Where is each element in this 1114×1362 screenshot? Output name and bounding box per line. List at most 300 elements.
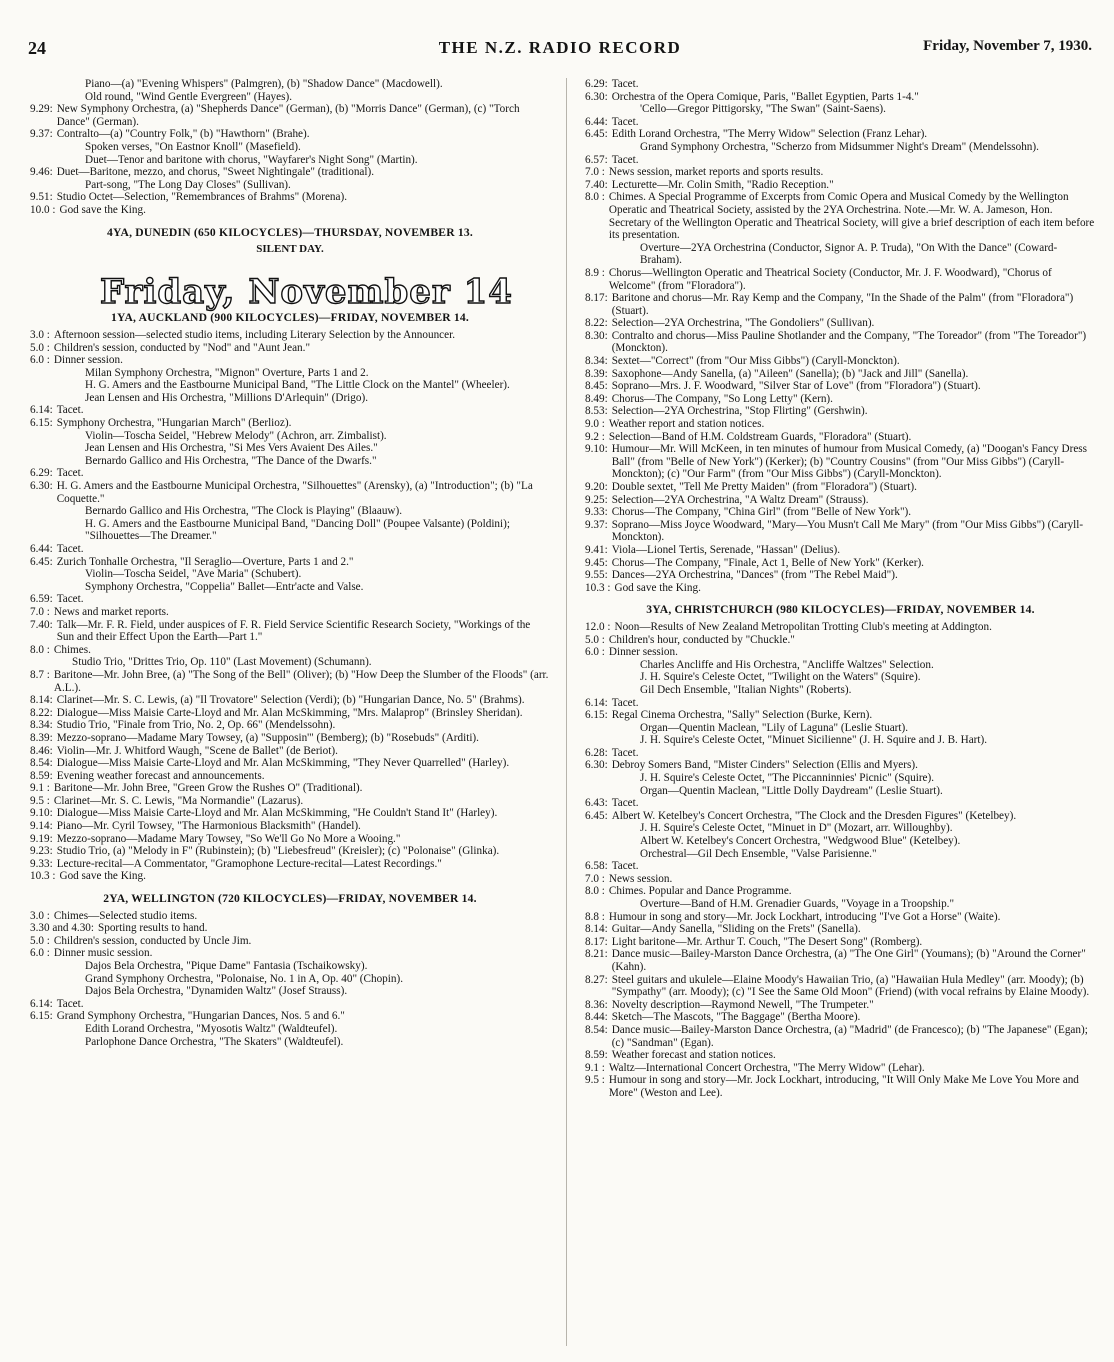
entry-time: 9.5 : — [30, 794, 50, 807]
program-sub-item: J. H. Squire's Celeste Octet, "Minuet Sicilienne" (J. H. Squire and J. B. Hart). — [640, 734, 988, 747]
program-sub-item: Symphony Orchestra, "Coppelia" Ballet—Entr'acte and Valse. — [85, 580, 364, 593]
entry-time: 9.29: — [30, 103, 53, 116]
entry-time: 9.55: — [585, 569, 608, 582]
entry-text: Children's session, conducted by "Nod" and "Aunt Jean." — [53, 341, 311, 354]
entry-time: 5.0 : — [30, 341, 50, 354]
program-entry — [585, 999, 1096, 1012]
program-sub-item: Albert W. Ketelbey's Concert Orchestra, "Wedgwood Blue" (Ketelbey). — [640, 835, 961, 848]
entry-time: 10.3 : — [30, 870, 56, 883]
entry-text: Mezzo-soprano—Madame Mary Towsey, (a) "Supposin'" (Bemberg); (b) "Rosebuds" (Arditi). — [56, 731, 479, 744]
entry-text: God save the King. — [59, 203, 146, 216]
program-sub-item: J. H. Squire's Celeste Octet, "Twilight on the Waters" (Squire). — [640, 671, 921, 684]
program-entry — [585, 519, 1096, 544]
entry-text: Baritone—Mr. John Bree, "Green Grow the Rushes O" (Traditional). — [53, 782, 363, 795]
entry-text: Dance music—Bailey-Marston Dance Orchestra, (a) "The One Girl" (Youmans); (b) "Around the Corner" (Kahn). — [611, 948, 1086, 973]
program-entry — [30, 947, 550, 960]
entry-text: Talk—Mr. F. R. Field, under auspices of F. R. Field Service Scientific Research Society, "Workings of the Sun and their Effect Upon the Earth—Part 1." — [56, 618, 531, 644]
program-entry — [30, 910, 550, 923]
entry-text: Studio Octet—Selection, "Remembrances of Brahms" (Morena). — [56, 191, 347, 204]
entry-time: 6.43: — [585, 797, 608, 810]
program-entry — [30, 745, 550, 758]
entry-time: 8.8 : — [585, 910, 605, 923]
program-entry — [585, 393, 1096, 406]
issue-date: Friday, November 7, 1930. — [923, 38, 1092, 54]
program-entry — [585, 191, 1096, 241]
entry-time: 8.9 : — [585, 266, 605, 279]
program-entry — [30, 669, 550, 694]
program-entry — [30, 732, 550, 745]
program-entry — [585, 860, 1096, 873]
program-entry — [30, 719, 550, 732]
program-entry — [585, 797, 1096, 810]
entry-time: 6.14: — [585, 696, 608, 709]
entry-text: Symphony Orchestra, "Hungarian March" (Berlioz). — [56, 417, 292, 430]
entry-text: Sporting results to hand. — [98, 922, 208, 935]
entry-text: Dinner music session. — [53, 947, 153, 960]
program-sub-item: Bernardo Gallico and His Orchestra, "The Clock is Playing" (Blaauw). — [85, 505, 403, 518]
program-entry — [30, 795, 550, 808]
program-sub-item: Piano—(a) "Evening Whispers" (Palmgren), (b) "Shadow Dance" (Macdowell). — [85, 78, 443, 90]
entry-time: 9.1 : — [585, 1061, 605, 1074]
entry-text: Steel guitars and ukulele—Elaine Moody's Hawaiian Trio, (a) "Hawaiian Hula Medley" (arr. Moody); (b) "Sympathy" (arr. Moody); (c) "I See the Same Old Moon" (Friend) (with vocal refrains by Elaine Moody). — [611, 973, 1090, 999]
program-entry — [30, 480, 550, 505]
entry-time: 8.21: — [585, 948, 608, 961]
entry-time: 8.14: — [30, 694, 53, 707]
entry-text: Chimes—Selected studio items. — [53, 909, 198, 922]
entry-text: News session, market reports and sports results. — [608, 166, 824, 179]
entry-time: 9.10: — [585, 443, 608, 456]
program-entry — [30, 166, 550, 179]
entry-text: News and market reports. — [53, 605, 169, 618]
entry-text: Lecture-recital—A Commentator, "Gramophone Lecture-recital—Latest Recordings." — [56, 857, 442, 870]
entry-text: Selection—2YA Orchestrina, "A Waltz Dream" (Strauss). — [611, 493, 869, 506]
program-entry — [585, 1062, 1096, 1075]
entry-time: 9.37: — [585, 518, 608, 531]
entry-time: 9.20: — [585, 481, 608, 493]
entry-time: 9.33: — [585, 506, 608, 519]
entry-text: Chimes. Popular and Dance Programme. — [608, 885, 792, 898]
entry-text: Contralto and chorus—Miss Pauline Shotlander and the Company, "The Toreador" (from "The Toreador") (Monckton). — [611, 329, 1087, 355]
entry-time: 7.0 : — [30, 605, 50, 618]
entry-time: 9.23: — [30, 845, 53, 858]
program-entry — [30, 543, 550, 556]
program-entry — [585, 1011, 1096, 1024]
program-sub-item: Spoken verses, "On Eastnor Knoll" (Masefield). — [85, 140, 301, 153]
entry-time: 8.27: — [585, 973, 608, 986]
program-sub-item: Jean Lensen and His Orchestra, "Millions D'Arlequin" (Drigo). — [85, 391, 369, 404]
program-entry — [30, 644, 550, 657]
entry-text: Studio Trio, (a) "Melody in F" (Rubinstein); (b) "Liebesfreud" (Kreisler); (c) "Polonaise" (Glinka). — [56, 845, 500, 858]
entry-time: 6.30: — [30, 480, 53, 493]
program-entry — [585, 431, 1096, 444]
program-sub-item: Edith Lorand Orchestra, "Myosotis Waltz" (Waldteufel). — [85, 1022, 338, 1035]
entry-text: Chorus—The Company, "So Long Letty" (Kern). — [611, 392, 833, 405]
entry-text: Children's session, conducted by Uncle Jim. — [53, 934, 252, 947]
entry-text: Zurich Tonhalle Orchestra, "Il Seraglio—Overture, Parts 1 and 2." — [56, 555, 354, 568]
entry-time: 8.17: — [585, 935, 608, 948]
entry-text: Novelty description—Raymond Newell, "The Trumpeter." — [611, 998, 874, 1011]
entry-time: 8.0 : — [585, 191, 605, 204]
entry-text: Tacet. — [611, 696, 639, 709]
entry-time: 6.45: — [30, 555, 53, 568]
program-sub-item: 'Cello—Gregor Pittigorsky, "The Swan" (Saint-Saens). — [640, 103, 886, 116]
left-column — [30, 78, 550, 1048]
program-entry — [585, 911, 1096, 924]
entry-text: Duet—Baritone, mezzo, and chorus, "Sweet Nightingale" (traditional). — [56, 166, 375, 179]
entry-text: Weather forecast and station notices. — [611, 1049, 776, 1062]
program-sub-item: H. G. Amers and the Eastbourne Municipal Band, "Dancing Doll" (Poupee Valsante) (Poldini); "Silhouettes—The Dreamer." — [85, 517, 510, 543]
program-entry — [585, 494, 1096, 507]
program-entry — [585, 873, 1096, 886]
silent-day-note: SILENT DAY. — [256, 243, 324, 256]
program-entry — [30, 619, 550, 644]
entry-time: 6.59: — [30, 593, 53, 606]
entry-text: Light baritone—Mr. Arthur T. Couch, "The Desert Song" (Romberg). — [611, 935, 923, 948]
program-sub-item: Dajos Bela Orchestra, "Pique Dame" Fantasia (Tschaikowsky). — [85, 960, 368, 972]
program-sub-item: Parlophone Dance Orchestra, "The Skaters" (Waldteufel). — [85, 1035, 344, 1048]
entry-time: 9.46: — [30, 166, 53, 179]
entry-text: News session. — [608, 872, 673, 885]
right-column — [585, 78, 1096, 1100]
entry-text: Mezzo-soprano—Madame Mary Towsey, "So We'll Go No More a Wooing." — [56, 832, 401, 845]
entry-time: 9.51: — [30, 191, 53, 204]
entry-time: 7.0 : — [585, 872, 605, 885]
entry-time: 6.30: — [585, 759, 608, 772]
program-entry — [585, 128, 1096, 141]
entry-text: Soprano—Mrs. J. F. Woodward, "Silver Star of Love" (from "Floradora") (Stuart). — [611, 380, 981, 393]
program-entry — [585, 974, 1096, 999]
entry-text: Clarinet—Mr. S. C. Lewis, "Ma Normandie" (Lazarus). — [53, 794, 304, 807]
program-entry — [585, 569, 1096, 582]
entry-time: 6.15: — [30, 1010, 53, 1023]
entry-time: 6.45: — [585, 128, 608, 141]
entry-text: Tacet. — [611, 797, 639, 810]
day-heading: Friday, November 14 — [100, 271, 513, 312]
entry-time: 12.0 : — [585, 620, 611, 633]
program-entry — [30, 103, 550, 128]
entry-text: Tacet. — [56, 997, 84, 1010]
entry-time: 9.41: — [585, 543, 608, 556]
entry-time: 5.0 : — [585, 633, 605, 646]
entry-time: 6.44: — [30, 543, 53, 555]
entry-time: 8.49: — [585, 392, 608, 405]
station-heading: 3YA, CHRISTCHURCH (980 KILOCYCLES)—FRIDAY, NOVEMBER 14. — [646, 603, 1035, 617]
entry-time: 8.44: — [585, 1011, 608, 1024]
entry-text: Viola—Lionel Tertis, Serenade, "Hassan" (Delius). — [611, 543, 841, 556]
entry-time: 6.15: — [30, 417, 53, 430]
program-sub-item: Organ—Quentin Maclean, "Lily of Laguna" (Leslie Stuart). — [640, 721, 909, 734]
entry-time: 8.7 : — [30, 668, 50, 681]
entry-time: 8.17: — [585, 292, 608, 305]
entry-text: New Symphony Orchestra, (a) "Shepherds Dance" (German), (b) "Morris Dance" (German), (c) "Torch Dance" (German). — [56, 103, 520, 128]
program-entry — [30, 128, 550, 141]
entry-text: Chimes. — [53, 643, 91, 656]
entry-text: Tacet. — [611, 153, 639, 166]
entry-time: 8.54: — [30, 757, 53, 770]
program-entry — [30, 191, 550, 204]
program-entry — [585, 506, 1096, 519]
entry-time: 6.44: — [585, 115, 608, 128]
entry-time: 9.10: — [30, 807, 53, 820]
program-entry — [585, 1024, 1096, 1049]
program-sub-item: Violin—Toscha Seidel, "Ave Maria" (Schubert). — [85, 568, 302, 581]
entry-time: 6.45: — [585, 809, 608, 822]
program-entry — [585, 443, 1096, 481]
program-sub-item: Jean Lensen and His Orchestra, "Si Mes Vers Avaient Des Ailes." — [85, 442, 378, 455]
entry-text: Humour—Mr. Will McKeen, in ten minutes of humour from Musical Comedy, (a) "Doogan's Fancy Dress Ball" (from "Belle of New York") (Kerker); (b) "Country Cousins" (from "Our Miss Gibbs") (Caryll-Monckton); (c) "Our Farm" (from "Our Miss Gibbs") (Caryll-Monckton). — [611, 443, 1087, 481]
entry-time: 7.40: — [30, 618, 53, 631]
entry-text: Piano—Mr. Cyril Towsey, "The Harmonious Blacksmith" (Handel). — [56, 820, 361, 833]
program-entry — [30, 820, 550, 833]
program-entry — [585, 380, 1096, 393]
entry-time: 6.29: — [585, 78, 608, 90]
program-sub-item: Overture—Band of H.M. Grenadier Guards, "Voyage in a Troopship." — [640, 898, 955, 910]
entry-time: 8.22: — [585, 317, 608, 330]
program-entry — [585, 948, 1096, 973]
entry-time: 9.45: — [585, 556, 608, 569]
program-entry — [30, 342, 550, 355]
entry-text: God save the King. — [59, 870, 146, 883]
program-sub-item: Orchestral—Gil Dech Ensemble, "Valse Parisienne." — [640, 847, 877, 860]
program-entry — [585, 646, 1096, 659]
station-heading: 4YA, DUNEDIN (650 KILOCYCLES)—THURSDAY, NOVEMBER 13. — [107, 225, 473, 239]
program-entry — [30, 845, 550, 858]
entry-time: 10.3 : — [585, 581, 611, 594]
entry-time: 6.0 : — [585, 646, 605, 659]
entry-text: Clarinet—Mr. S. C. Lewis, (a) "Il Trovatore" Selection (Verdi); (b) "Hungarian Dance, No. 5" (Brahms). — [56, 694, 525, 707]
entry-time: 3.0 : — [30, 328, 50, 341]
program-sub-item: Overture—2YA Orchestrina (Conductor, Signor A. P. Truda), "On With the Dance" (Coward-Braham). — [640, 241, 1058, 267]
entry-time: 9.37: — [30, 128, 53, 141]
entry-time: 8.59: — [585, 1049, 608, 1062]
program-entry — [585, 923, 1096, 936]
program-entry — [585, 1049, 1096, 1062]
entry-time: 9.25: — [585, 493, 608, 506]
program-entry — [30, 467, 550, 480]
program-entry — [585, 885, 1096, 898]
entry-time: 6.30: — [585, 90, 608, 103]
entry-time: 8.59: — [30, 769, 53, 782]
entry-time: 9.33: — [30, 857, 53, 870]
program-entry — [30, 354, 550, 367]
program-sub-item: Dajos Bela Orchestra, "Dynamiden Waltz" (Josef Strauss). — [85, 985, 348, 998]
program-sub-item: Part-song, "The Long Day Closes" (Sullivan). — [85, 178, 291, 191]
entry-text: Weather report and station notices. — [608, 418, 765, 431]
entry-time: 6.0 : — [30, 947, 50, 960]
entry-text: Tacet. — [56, 467, 84, 480]
program-entry — [585, 267, 1096, 292]
program-sub-item: Grand Symphony Orchestra, "Polonaise, No. 1 in A, Op. 40" (Chopin). — [85, 972, 404, 985]
entry-time: 9.2 : — [585, 430, 605, 443]
program-entry — [585, 166, 1096, 179]
program-entry — [30, 870, 550, 883]
entry-text: Regal Cinema Orchestra, "Sally" Selection (Burke, Kern). — [611, 709, 873, 722]
entry-time: 6.29: — [30, 467, 53, 480]
entry-time: 6.28: — [585, 746, 608, 759]
program-entry — [585, 78, 1096, 91]
program-entry — [585, 292, 1096, 317]
program-entry — [30, 694, 550, 707]
entry-text: Selection—2YA Orchestrina, "The Gondoliers" (Sullivan). — [611, 317, 875, 330]
entry-text: Dances—2YA Orchestrina, "Dances" (from "The Rebel Maid"). — [611, 569, 898, 582]
program-sub-item: Bernardo Gallico and His Orchestra, "The Dance of the Dwarfs." — [85, 454, 377, 467]
program-entry — [585, 810, 1096, 823]
program-entry — [30, 707, 550, 720]
entry-text: Tacet. — [611, 78, 639, 90]
program-sub-item: Gil Dech Ensemble, "Italian Nights" (Roberts). — [640, 683, 852, 696]
entry-text: Violin—Mr. J. Whitford Waugh, "Scene de Ballet" (de Beriot). — [56, 744, 338, 757]
program-entry — [30, 833, 550, 846]
entry-time: 6.0 : — [30, 354, 50, 367]
entry-text: Humour in song and story—Mr. Jock Lockhart, introducing "I've Got a Horse" (Waite). — [608, 910, 1001, 923]
entry-text: Saxophone—Andy Sanella, (a) "Aileen" (Sanella); (b) "Jack and Jill" (Sanella). — [611, 367, 969, 380]
entry-text: Debroy Somers Band, "Mister Cinders" Selection (Ellis and Myers). — [611, 759, 918, 772]
entry-text: H. G. Amers and the Eastbourne Municipal Orchestra, "Silhouettes" (Arensky), (a) "Introduction"; (b) "La Coquette." — [56, 480, 533, 505]
program-sub-item: Studio Trio, "Drittes Trio, Op. 110" (Last Movement) (Schumann). — [72, 656, 372, 669]
entry-text: Chimes. A Special Programme of Excerpts from Comic Opera and Musical Comedy by the Wellington Operatic and Theatrical Society, assisted by the 2YA Orchestrina. Note.—Mr. W. A. Jameson, Hon. Secretary of the Wellington Operatic and Theatrical Society, will give a brief description of each item before its presentation. — [608, 191, 1095, 242]
program-entry — [30, 757, 550, 770]
page-number: 24 — [28, 38, 46, 58]
program-entry — [585, 116, 1096, 129]
entry-text: Dance music—Bailey-Marston Dance Orchestra, (a) "Madrid" (de Francesco); (b) "The Japanese" (Egan); (c) "Sandman" (Egan). — [611, 1023, 1088, 1049]
entry-text: Waltz—International Concert Orchestra, "The Merry Widow" (Lehar). — [608, 1061, 925, 1074]
entry-time: 6.14: — [30, 997, 53, 1010]
entry-time: 5.0 : — [30, 934, 50, 947]
program-entry — [585, 91, 1096, 104]
entry-text: Dialogue—Miss Maisie Carte-Lloyd and Mr. Alan McSkimming, "He Couldn't Stand It" (Harley). — [56, 807, 498, 820]
entry-time: 9.0 : — [585, 418, 605, 431]
entry-text: Contralto—(a) "Country Folk," (b) "Hawthorn" (Brahe). — [56, 128, 310, 141]
entry-text: Lecturette—Mr. Colin Smith, "Radio Reception." — [611, 178, 834, 191]
program-entry — [585, 330, 1096, 355]
program-sub-item: J. H. Squire's Celeste Octet, "The Piccanninnies' Picnic" (Squire). — [640, 772, 935, 785]
program-entry — [585, 936, 1096, 949]
program-sub-item: Old round, "Wind Gentle Evergreen" (Hayes). — [85, 90, 292, 103]
station-heading: 2YA, WELLINGTON (720 KILOCYCLES)—FRIDAY, NOVEMBER 14. — [103, 892, 477, 906]
program-entry — [30, 807, 550, 820]
program-sub-item: Duet—Tenor and baritone with chorus, "Wayfarer's Night Song" (Martin). — [85, 153, 418, 166]
entry-time: 8.0 : — [585, 885, 605, 898]
program-entry — [30, 329, 550, 342]
entry-time: 8.46: — [30, 744, 53, 757]
entry-text: Dialogue—Miss Maisie Carte-Lloyd and Mr. Alan McSkimming, "Mrs. Malaprop" (Brinsley Sheridan). — [56, 706, 523, 719]
program-entry — [30, 770, 550, 783]
entry-text: Double sextet, "Tell Me Pretty Maiden" (from "Floradora") (Stuart). — [611, 481, 917, 493]
program-entry — [30, 204, 550, 217]
entry-time: 8.0 : — [30, 643, 50, 656]
program-entry — [30, 606, 550, 619]
entry-text: Sextet—"Correct" (from "Our Miss Gibbs") (Caryll-Monckton). — [611, 355, 900, 368]
program-entry — [585, 1074, 1096, 1099]
entry-text: Sketch—The Mascots, "The Baggage" (Bertha Moore). — [611, 1011, 861, 1024]
entry-time: 7.0 : — [585, 166, 605, 179]
entry-time: 8.54: — [585, 1023, 608, 1036]
program-entry — [585, 557, 1096, 570]
entry-text: Chorus—Wellington Operatic and Theatrical Society (Conductor, Mr. J. F. Woodward), "Chorus of Welcome" (from "Floradora"). — [608, 266, 1052, 292]
program-entry — [585, 154, 1096, 167]
entry-text: Tacet. — [611, 860, 639, 873]
entry-time: 8.53: — [585, 405, 608, 418]
entry-text: Chorus—The Company, "China Girl" (from "Belle of New York"). — [611, 506, 912, 519]
program-entry — [30, 1010, 550, 1023]
entry-time: 8.14: — [585, 923, 608, 936]
program-entry — [30, 998, 550, 1011]
entry-text: Selection—Band of H.M. Coldstream Guards, "Floradora" (Stuart). — [608, 430, 912, 443]
program-entry — [585, 481, 1096, 494]
entry-time: 6.57: — [585, 153, 608, 166]
entry-text: Guitar—Andy Sanella, "Sliding on the Frets" (Sanella). — [611, 923, 861, 936]
entry-text: Humour in song and story—Mr. Jock Lockhart, introducing, "It Will Only Make Me Love You More and More" (Weston and Lee). — [608, 1074, 1079, 1099]
entry-text: Grand Symphony Orchestra, "Hungarian Dances, Nos. 5 and 6." — [56, 1010, 345, 1023]
entry-text: Soprano—Miss Joyce Woodward, "Mary—You Musn't Call Me Mary" (from "Our Miss Gibbs") (Caryll-Monckton). — [611, 518, 1084, 544]
entry-text: Children's hour, conducted by "Chuckle." — [608, 633, 795, 646]
entry-time: 8.34: — [585, 355, 608, 368]
program-entry — [585, 179, 1096, 192]
entry-time: 8.30: — [585, 329, 608, 342]
entry-time: 8.36: — [585, 998, 608, 1011]
program-entry — [585, 418, 1096, 431]
program-entry — [585, 747, 1096, 760]
program-entry — [30, 556, 550, 569]
program-entry — [30, 593, 550, 606]
station-heading: 1YA, AUCKLAND (900 KILOCYCLES)—FRIDAY, NOVEMBER 14. — [110, 311, 470, 325]
program-entry — [585, 759, 1096, 772]
program-sub-item: Milan Symphony Orchestra, "Mignon" Overture, Parts 1 and 2. — [85, 366, 369, 379]
program-entry — [585, 544, 1096, 557]
entry-text: Afternoon session—selected studio items, including Literary Selection by the Announcer. — [53, 328, 456, 341]
page-header — [28, 38, 1092, 60]
entry-text: Dialogue—Miss Maisie Carte-Lloyd and Mr. Alan McSkimming, "They Never Quarrelled" (Harley). — [56, 757, 510, 770]
entry-text: Baritone—Mr. John Bree, (a) "The Song of the Bell" (Oliver); (b) "How Deep the Slumber of the Floods" (arr. A.L.). — [53, 668, 549, 694]
entry-time: 6.58: — [585, 860, 608, 873]
entry-time: 10.0 : — [30, 203, 56, 216]
entry-time: 9.14: — [30, 820, 53, 833]
program-sub-item: J. H. Squire's Celeste Octet, "Minuet in D" (Mozart, arr. Willoughby). — [640, 822, 953, 835]
column-rule — [566, 78, 567, 1346]
program-entry — [585, 621, 1096, 634]
entry-text: Chorus—The Company, "Finale, Act 1, Belle of New York" (Kerker). — [611, 556, 924, 569]
entry-time: 3.30 and 4.30: — [30, 922, 95, 935]
entry-text: Tacet. — [611, 115, 639, 128]
entry-time: 8.39: — [585, 367, 608, 380]
entry-text: Tacet. — [611, 746, 639, 759]
entry-text: Noon—Results of New Zealand Metropolitan Trotting Club's meeting at Addington. — [614, 620, 992, 633]
program-entry — [585, 405, 1096, 418]
masthead: THE N.Z. RADIO RECORD — [438, 38, 682, 57]
entry-text: Edith Lorand Orchestra, "The Merry Widow" Selection (Franz Lehar). — [611, 128, 928, 141]
entry-text: Tacet. — [56, 593, 84, 606]
entry-text: Selection—2YA Orchestrina, "Stop Flirting" (Gershwin). — [611, 405, 868, 418]
entry-time: 8.45: — [585, 380, 608, 393]
entry-time: 8.34: — [30, 719, 53, 732]
entry-text: Orchestra of the Opera Comique, Paris, "Ballet Egyptien, Parts 1-4." — [611, 90, 919, 103]
program-sub-item: Organ—Quentin Maclean, "Little Dolly Daydream" (Leslie Stuart). — [640, 784, 943, 797]
program-entry — [30, 922, 550, 935]
program-entry — [585, 368, 1096, 381]
program-sub-item: Grand Symphony Orchestra, "Scherzo from Midsummer Night's Dream" (Mendelssohn). — [640, 140, 1039, 153]
entry-text: Dinner session. — [608, 646, 678, 659]
program-sub-item: Charles Ancliffe and His Orchestra, "Ancliffe Waltzes" Selection. — [640, 658, 934, 671]
entry-time: 7.40: — [585, 178, 608, 191]
program-entry — [585, 317, 1096, 330]
entry-time: 9.5 : — [585, 1074, 605, 1087]
program-entry — [30, 935, 550, 948]
entry-text: God save the King. — [614, 581, 701, 594]
program-entry — [30, 858, 550, 871]
entry-text: Evening weather forecast and announcements. — [56, 769, 265, 782]
entry-text: Baritone and chorus—Mr. Ray Kemp and the Company, "In the Shade of the Palm" (from "Floradora") (Stuart). — [611, 292, 1074, 317]
entry-text: Albert W. Ketelbey's Concert Orchestra, "The Clock and the Dresden Figures" (Ketelbey). — [611, 809, 1017, 822]
